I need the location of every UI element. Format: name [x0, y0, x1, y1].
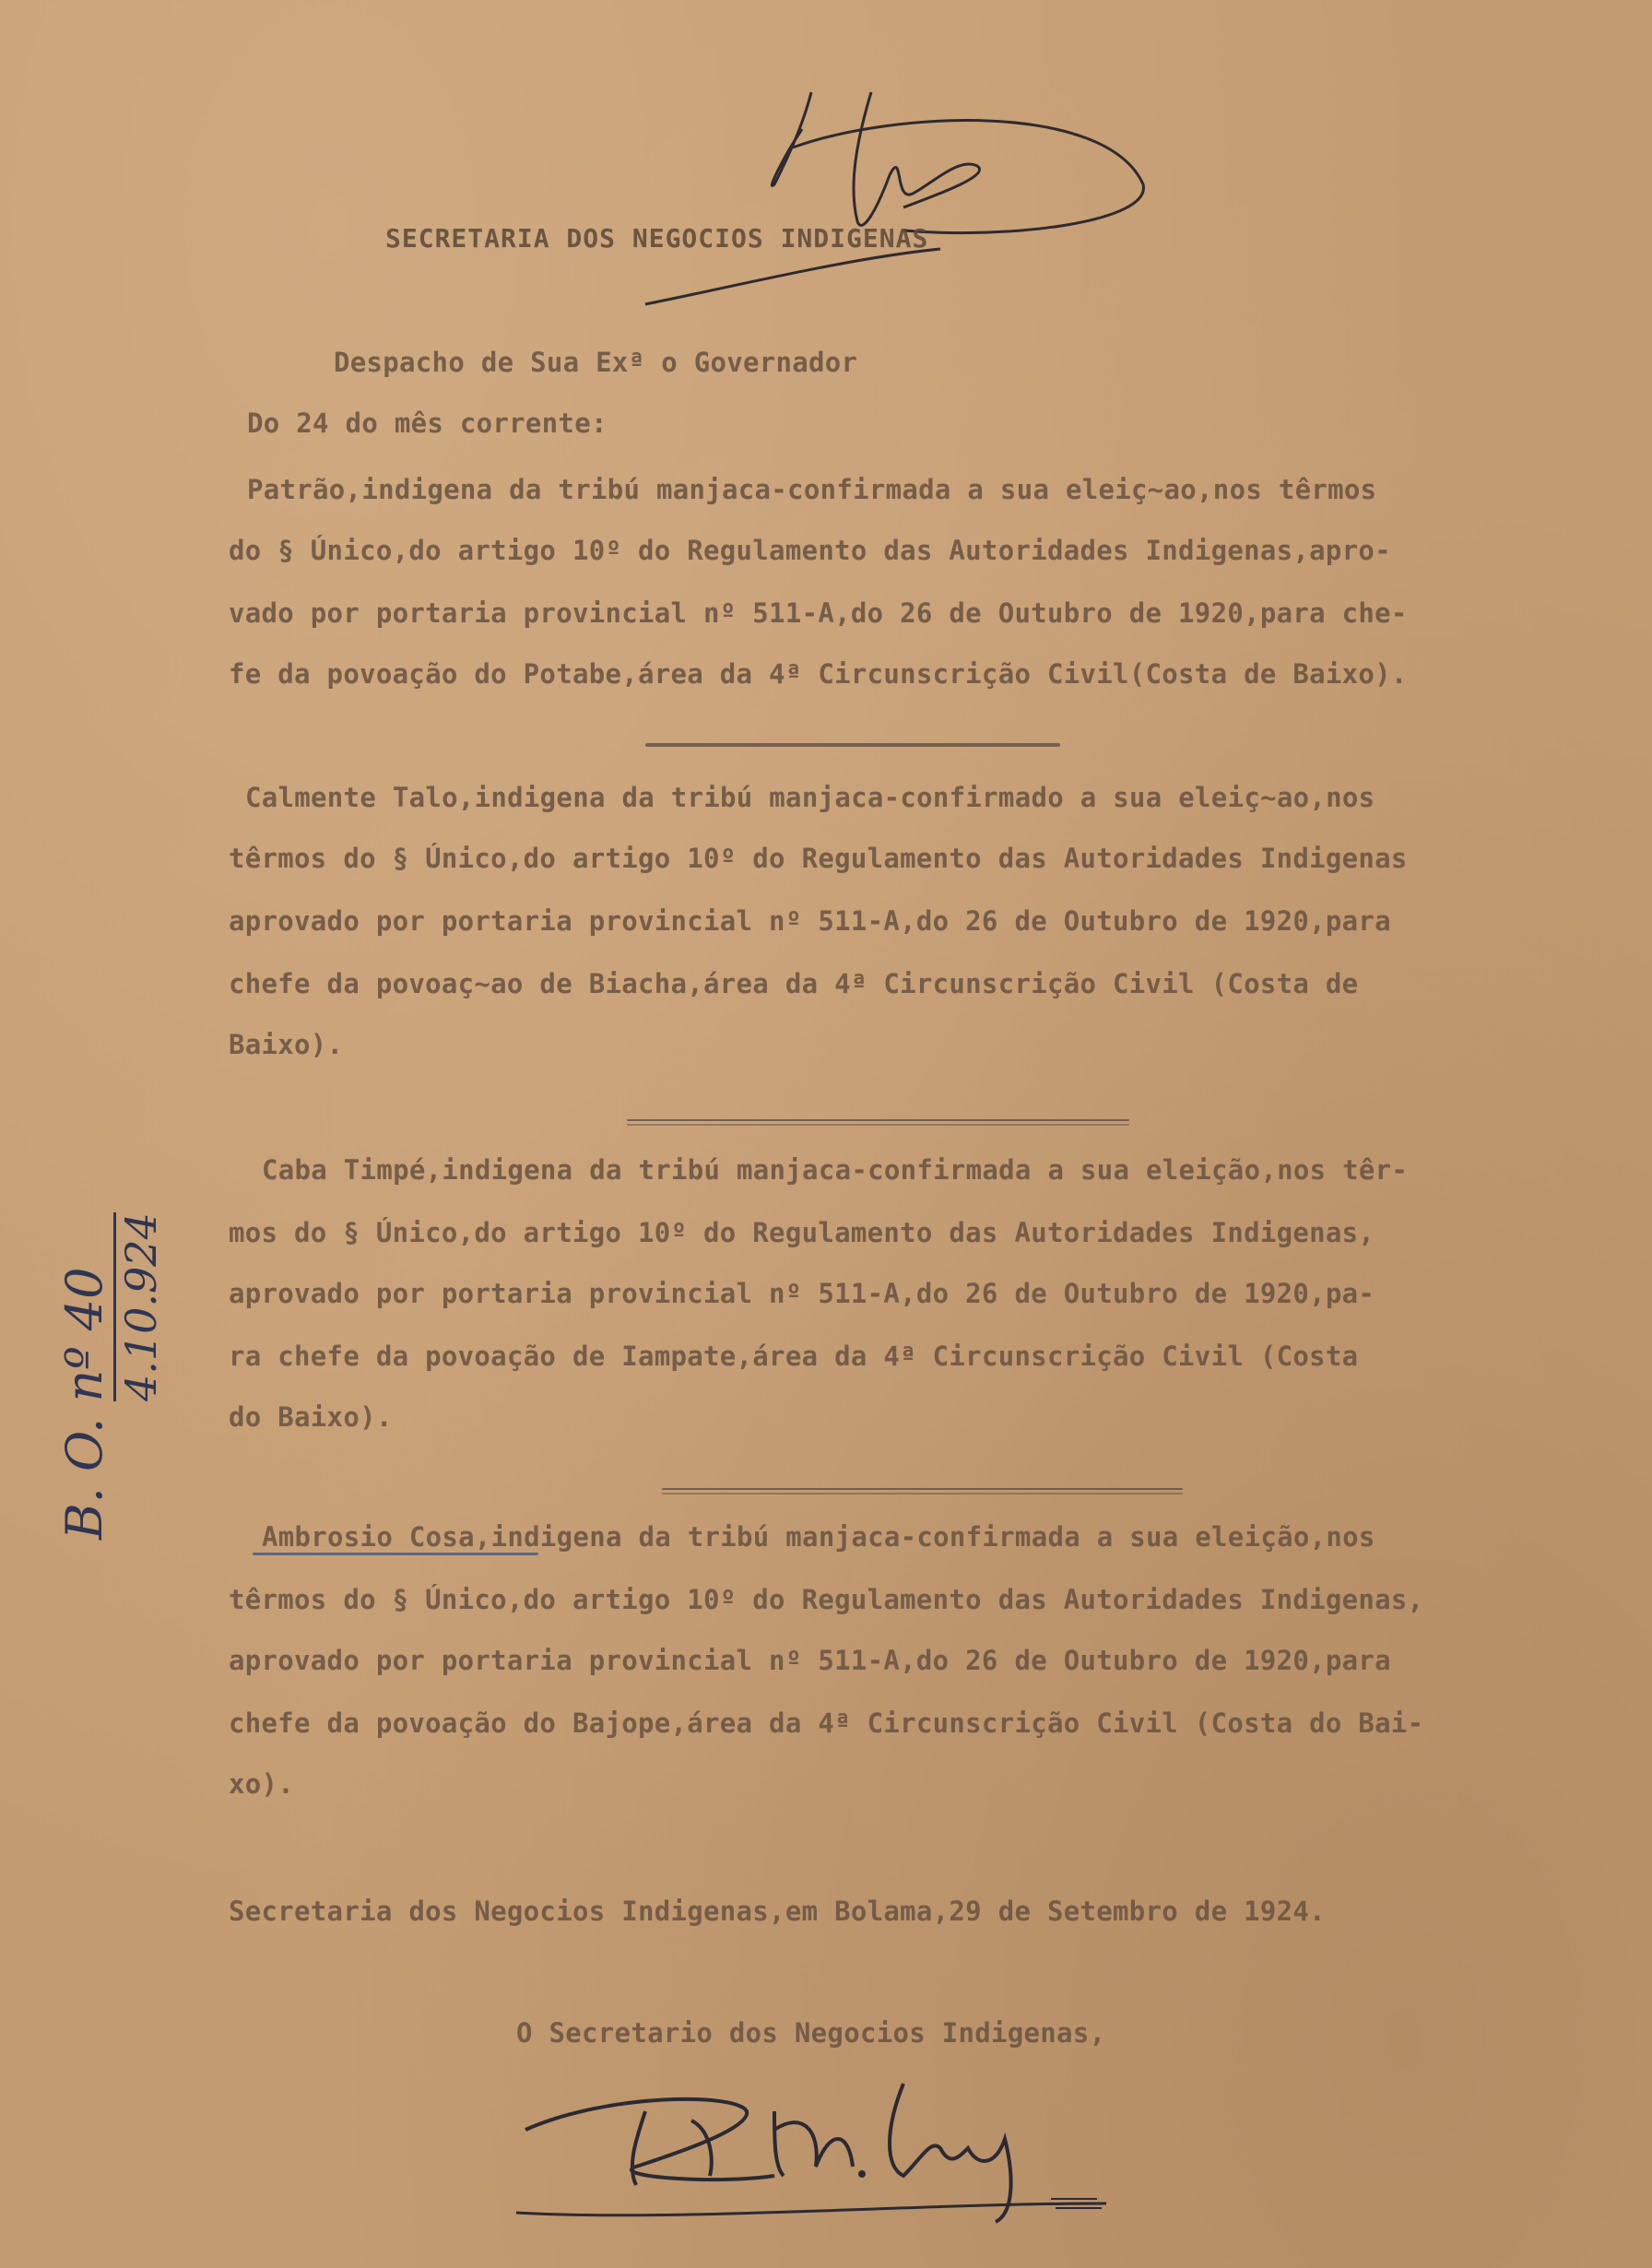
entry-1-line-4: fe da povoação do Potabe,área da 4ª Circunscrição Civil(Costa de Baixo). — [229, 658, 1408, 690]
entry-4-line-1: Ambrosio Cosa,indigena da tribú manjaca-confirmada a sua eleição,nos — [262, 1521, 1375, 1553]
place-date-line: Secretaria dos Negocios Indigenas,em Bolama,29 de Setembro de 1924. — [229, 1896, 1326, 1927]
name-underline-mark — [253, 1553, 538, 1555]
entry-4-line-3: aprovado por portaria provincial nº 511-A,do 26 de Outubro de 1920,para — [229, 1645, 1391, 1676]
section-divider-1 — [645, 743, 1060, 747]
signatory-title: O Secretario dos Negocios Indigenas, — [516, 2017, 1106, 2049]
margin-note-line-2: 4.10.924 — [113, 1212, 166, 1401]
despacho-date: Do 24 do mês corrente: — [247, 408, 608, 439]
entry-4-line-2: têrmos do § Único,do artigo 10º do Regulamento das Autoridades Indigenas, — [229, 1584, 1424, 1615]
entry-4-line-4: chefe da povoação do Bajope,área da 4ª Circunscrição Civil (Costa do Bai- — [229, 1707, 1424, 1739]
despacho-heading: Despacho de Sua Exª o Governador — [334, 347, 858, 378]
section-divider-2 — [627, 1119, 1129, 1121]
entry-2-line-5: Baixo). — [229, 1029, 344, 1060]
entry-1-line-2: do § Único,do artigo 10º do Regulamento das Autoridades Indigenas,apro- — [229, 535, 1391, 566]
entry-3-line-3: aprovado por portaria provincial nº 511-A,do 26 de Outubro de 1920,pa- — [229, 1278, 1375, 1309]
secretary-signature — [498, 2028, 1143, 2250]
entry-3-line-1: Caba Timpé,indigena da tribú manjaca-confirmada a sua eleição,nos têr- — [262, 1154, 1409, 1186]
entry-1-line-1: Patrão,indigena da tribú manjaca-confirmada a sua eleiç~ao,nos têrmos — [247, 474, 1377, 505]
entry-4-line-5: xo). — [229, 1768, 295, 1800]
margin-bulletin-note — [55, 959, 166, 1549]
entry-2-line-2: têrmos do § Único,do artigo 10º do Regulamento das Autoridades Indigenas — [229, 843, 1408, 874]
entry-2-line-3: aprovado por portaria provincial nº 511-A,do 26 de Outubro de 1920,para — [229, 905, 1391, 937]
entry-3-line-2: mos do § Único,do artigo 10º do Regulamento das Autoridades Indigenas, — [229, 1217, 1375, 1248]
section-divider-3 — [662, 1488, 1183, 1490]
entry-3-line-5: do Baixo). — [229, 1401, 393, 1433]
entry-2-line-1: Calmente Talo,indigena da tribú manjaca-confirmado a sua eleiç~ao,nos — [245, 782, 1375, 813]
entry-2-line-4: chefe da povoaç~ao de Biacha,área da 4ª Circunscrição Civil (Costa de — [229, 968, 1359, 999]
margin-note-line-1: B. O. nº 40 — [55, 1267, 113, 1540]
top-initials-signature — [627, 74, 1162, 323]
entry-1-line-3: vado por portaria provincial nº 511-A,do 26 de Outubro de 1920,para che- — [229, 597, 1408, 629]
entry-3-line-4: ra chefe da povoação de Iampate,área da 4ª Circunscrição Civil (Costa — [229, 1341, 1359, 1372]
document-title: SECRETARIA DOS NEGOCIOS INDIGENAS — [385, 223, 929, 254]
